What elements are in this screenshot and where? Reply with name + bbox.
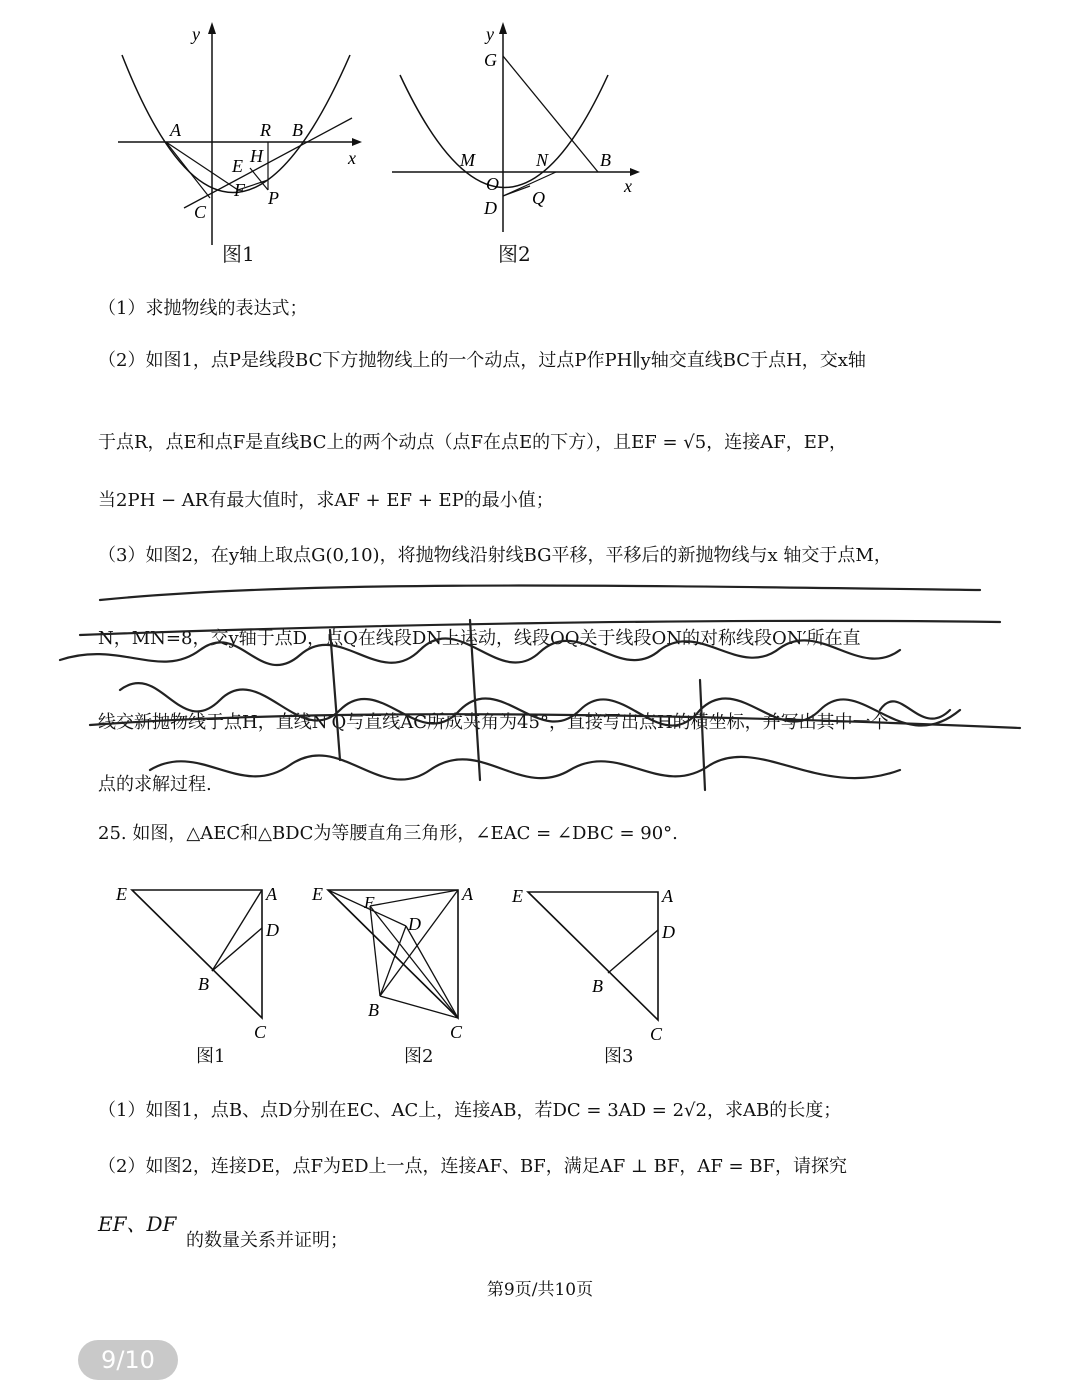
q25-stem: 25. 如图，△AEC和△BDC为等腰直角三角形，∠EAC = ∠DBC = 90°.: [98, 823, 678, 844]
fig2-label-o: O: [486, 174, 499, 194]
q25-part2-line2a: EF、DF: [98, 1212, 177, 1236]
fig1-label-y: y: [192, 24, 200, 44]
q24-part2-line3: 当2PH − AR有最大值时，求AF + EF + EP的最小值；: [98, 490, 554, 511]
fig2-label-q: Q: [532, 188, 545, 208]
fig1-label-p: P: [268, 188, 279, 208]
q25-part2-line1: （2）如图2，连接DE，点F为ED上一点，连接AF、BF，满足AF ⊥ BF，AF = BF，请探究: [98, 1156, 848, 1177]
q24-part3-line4: 点的求解过程.: [98, 774, 212, 795]
q24-part3-line1: （3）如图2，在y轴上取点G(0,10)，将抛物线沿射线BG平移，平移后的新抛物线与x 轴交于点M，: [98, 545, 892, 566]
q25-part2-line2b: 的数量关系并证明；: [186, 1230, 348, 1251]
q25-fig3-a: A: [662, 886, 673, 906]
page-indicator-badge[interactable]: 9/10: [78, 1340, 178, 1380]
fig2-caption: 图2: [498, 242, 531, 266]
fig1-label-r: R: [260, 120, 271, 140]
q25-fig2-caption: 图2: [404, 1046, 434, 1067]
figure-1-parabola: [100, 20, 380, 270]
fig1-caption: 图1: [222, 242, 255, 266]
fig2-label-b: B: [600, 150, 611, 170]
q25-figure-1: [110, 878, 300, 1048]
q25-fig2-a: A: [462, 884, 473, 904]
q25-fig1-e: E: [116, 884, 127, 904]
fig1-label-b: B: [292, 120, 303, 140]
q25-fig1-c: C: [254, 1022, 267, 1042]
fig2-label-m: M: [460, 150, 475, 170]
fig2-label-y: y: [486, 24, 494, 44]
fig1-label-x: x: [348, 148, 356, 168]
q25-fig1-d: D: [266, 920, 279, 940]
fig2-label-d: D: [484, 198, 497, 218]
fig2-label-g: G: [484, 50, 497, 70]
q25-fig3-d: D: [662, 922, 675, 942]
q25-fig1-caption: 图1: [196, 1046, 226, 1067]
q25-fig1-b: B: [198, 974, 209, 994]
q24-part3-line3: 线交新抛物线于点H，直线N′Q与直线AC所成夹角为45°，直接写出点H的横坐标，并写出其中一个: [98, 712, 889, 733]
q25-fig2-c: C: [450, 1022, 463, 1042]
q25-fig1-a: A: [266, 884, 277, 904]
fig1-label-c: C: [194, 202, 207, 222]
q25-fig3-caption: 图3: [604, 1046, 634, 1067]
q25-part1: （1）如图1，点B、点D分别在EC、AC上，连接AB，若DC = 3AD = 2√2，求AB的长度；: [98, 1100, 842, 1121]
q25-fig3-c: C: [650, 1024, 663, 1044]
q25-fig3-b: B: [592, 976, 603, 996]
page-footer: 第9页/共10页: [486, 1280, 594, 1300]
q25-figure-3: [506, 880, 696, 1050]
fig1-label-f: F: [234, 180, 245, 200]
fig1-label-a: A: [170, 120, 181, 140]
q24-part2-line1: （2）如图1，点P是线段BC下方抛物线上的一个动点，过点P作PH∥y轴交直线BC于点H，交x轴: [98, 350, 866, 371]
q25-fig2-e: E: [312, 884, 323, 904]
fig1-label-e: E: [232, 156, 243, 176]
fig2-label-x: x: [624, 176, 632, 196]
q25-fig2-f: F: [364, 893, 375, 912]
fig2-label-n: N: [536, 150, 549, 170]
fig1-label-h: H: [250, 146, 263, 166]
q24-part1: （1）求抛物线的表达式；: [98, 298, 308, 319]
figure-2-parabola: [390, 20, 650, 250]
q25-fig2-b: B: [368, 1000, 379, 1020]
q25-figure-2: [306, 878, 496, 1048]
q24-part2-line2: 于点R，点E和点F是直线BC上的两个动点（点F在点E的下方），且EF = √5，连接AF，EP，: [98, 432, 847, 453]
q25-fig3-e: E: [512, 886, 523, 906]
q24-part3-line2: N，MN=8，交y轴于点D，点Q在线段DN上运动，线段OQ关于线段ON的对称线段ON′所在直: [98, 628, 861, 649]
q25-fig2-d: D: [408, 914, 421, 934]
